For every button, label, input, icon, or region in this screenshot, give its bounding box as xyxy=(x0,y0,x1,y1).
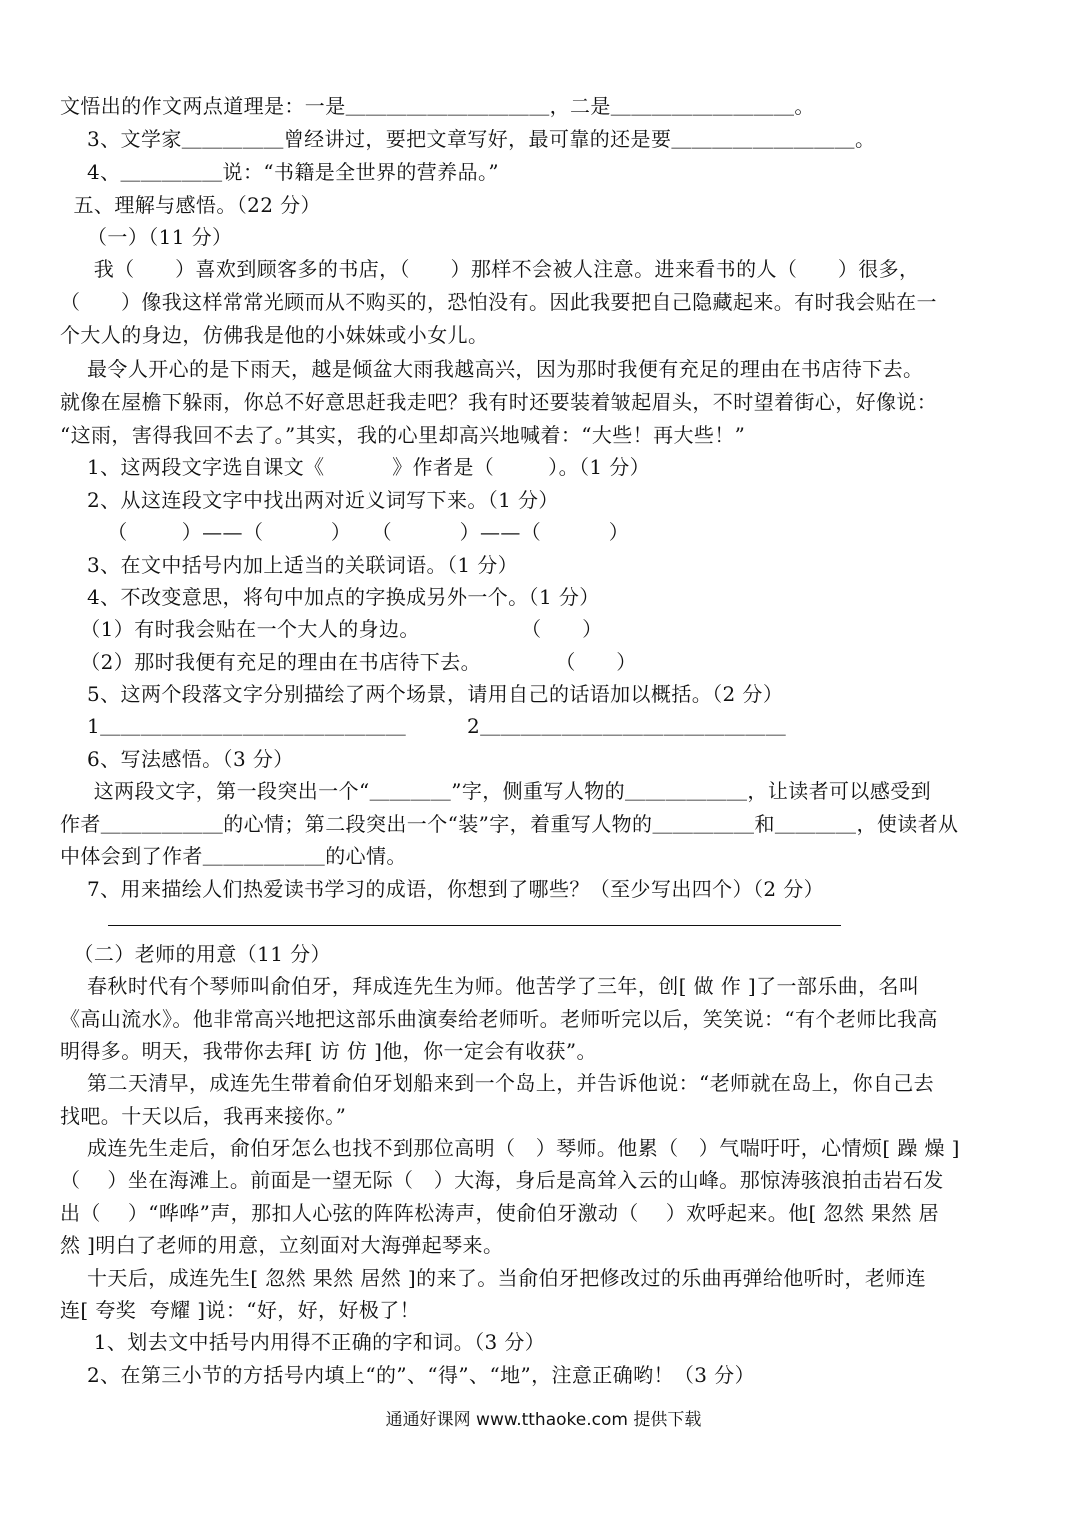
text-line: 6、写法感悟。（3 分） xyxy=(60,747,294,771)
text-line: “这雨，害得我回不去了。”其实，我的心里却高兴地喊着：“大些！再大些！” xyxy=(60,423,746,447)
text-line: （1）有时我会贴在一个大人的身边。 （ ） xyxy=(60,617,603,641)
answer-line-q7 xyxy=(108,925,841,926)
text-line: 连[ 夸奖 夸耀 ]说：“好，好，好极了！ xyxy=(60,1298,421,1322)
page-footer: 通通好课网 www.tthaoke.com 提供下载 xyxy=(385,1410,702,1430)
text-line: 7、用来描绘人们热爱读书学习的成语，你想到了哪些？（至少写出四个）（2 分） xyxy=(60,877,825,901)
text-line: （ ）坐在海滩上。前面是一望无际（ ）大海，身后是高耸入云的山峰。那惊涛骇浪拍击岩石发 xyxy=(60,1168,944,1192)
text-line: 春秋时代有个琴师叫俞伯牙，拜成连先生为师。他苦学了三年，创[ 做 作 ]了一部乐曲，名叫 xyxy=(60,974,920,998)
text-line: （二）老师的用意（11 分） xyxy=(60,942,331,966)
text-line: 成连先生走后，俞伯牙怎么也找不到那位高明（ ）琴师。他累（ ）气喘吁吁，心情烦[ 躁 燥 ] xyxy=(60,1136,960,1160)
text-line: 作者＿＿＿＿＿＿的心情；第二段突出一个“装”字，着重写人物的＿＿＿＿＿和＿＿＿＿，使读者从 xyxy=(60,812,959,836)
text-line: 《高山流水》。他非常高兴地把这部乐曲演奏给老师听。老师听完以后，笑笑说：“有个老师比我高 xyxy=(60,1007,938,1031)
text-line: （ ）——（ ） （ ）——（ ） xyxy=(60,520,630,544)
text-line: 五、理解与感悟。（22 分） xyxy=(60,193,321,217)
text-line: 最令人开心的是下雨天，越是倾盆大雨我越高兴，因为那时我便有充足的理由在书店待下去。 xyxy=(60,357,924,381)
text-line: 1、这两段文字选自课文《 》作者是（ ）。（1 分） xyxy=(60,455,651,479)
text-line: 然 ]明白了老师的用意，立刻面对大海弹起琴来。 xyxy=(60,1233,504,1257)
text-line: （一）（11 分） xyxy=(60,225,233,249)
text-line: 明得多。明天，我带你去拜[ 访 仿 ]他，你一定会有收获”。 xyxy=(60,1039,597,1063)
text-line: 2、在第三小节的方括号内填上“的”、“得”、“地”，注意正确哟！（3 分） xyxy=(60,1363,755,1387)
text-line: 找吧。十天以后，我再来接你。” xyxy=(60,1104,347,1128)
text-line: 2、从这连段文字中找出两对近义词写下来。（1 分） xyxy=(60,488,559,512)
text-line: 这两段文字，第一段突出一个“＿＿＿＿”字，侧重写人物的＿＿＿＿＿＿，让读者可以感受到 xyxy=(60,779,932,803)
text-line: 1＿＿＿＿＿＿＿＿＿＿＿＿＿＿＿ 2＿＿＿＿＿＿＿＿＿＿＿＿＿＿＿ xyxy=(60,714,787,738)
text-line: 第二天清早，成连先生带着俞伯牙划船来到一个岛上，并告诉他说：“老师就在岛上，你自己去 xyxy=(60,1071,935,1095)
text-line: 十天后，成连先生[ 忽然 果然 居然 ]的来了。当俞伯牙把修改过的乐曲再弹给他听时，老师连 xyxy=(60,1266,927,1290)
text-line: 1、划去文中括号内用得不正确的字和词。（3 分） xyxy=(60,1330,546,1354)
text-line: 4、＿＿＿＿＿说：“书籍是全世界的营养品。” xyxy=(60,160,500,184)
text-line: 3、文学家＿＿＿＿＿曾经讲过，要把文章写好，最可靠的还是要＿＿＿＿＿＿＿＿＿。 xyxy=(60,127,876,151)
text-line: 5、这两个段落文字分别描绘了两个场景，请用自己的话语加以概括。（2 分） xyxy=(60,682,784,706)
text-line: 就像在屋檐下躲雨，你总不好意思赶我走吧？我有时还要装着皱起眉头，不时望着街心，好像说： xyxy=(60,390,938,414)
text-line: 3、在文中括号内加上适当的关联词语。（1 分） xyxy=(60,553,519,577)
text-line: 个大人的身边，仿佛我是他的小妹妹或小女儿。 xyxy=(60,323,489,347)
text-line: 出（ ）“哗哗”声，那扣人心弦的阵阵松涛声，使俞伯牙激动（ ）欢呼起来。他[ 忽然 果然 居 xyxy=(60,1201,939,1225)
text-line: 文悟出的作文两点道理是：一是＿＿＿＿＿＿＿＿＿＿，二是＿＿＿＿＿＿＿＿＿。 xyxy=(60,94,815,118)
text-line: 中体会到了作者＿＿＿＿＿＿的心情。 xyxy=(60,844,407,868)
text-line: （ ）像我这样常常光顾而从不购买的，恐怕没有。因此我要把自己隐藏起来。有时我会贴在一 xyxy=(60,290,937,314)
text-line: （2）那时我便有充足的理由在书店待下去。 （ ） xyxy=(60,650,637,674)
text-line: 我（ ）喜欢到顾客多的书店，（ ）那样不会被人注意。进来看书的人（ ）很多， xyxy=(60,257,920,281)
text-line: 4、不改变意思，将句中加点的字换成另外一个。（1 分） xyxy=(60,585,600,609)
